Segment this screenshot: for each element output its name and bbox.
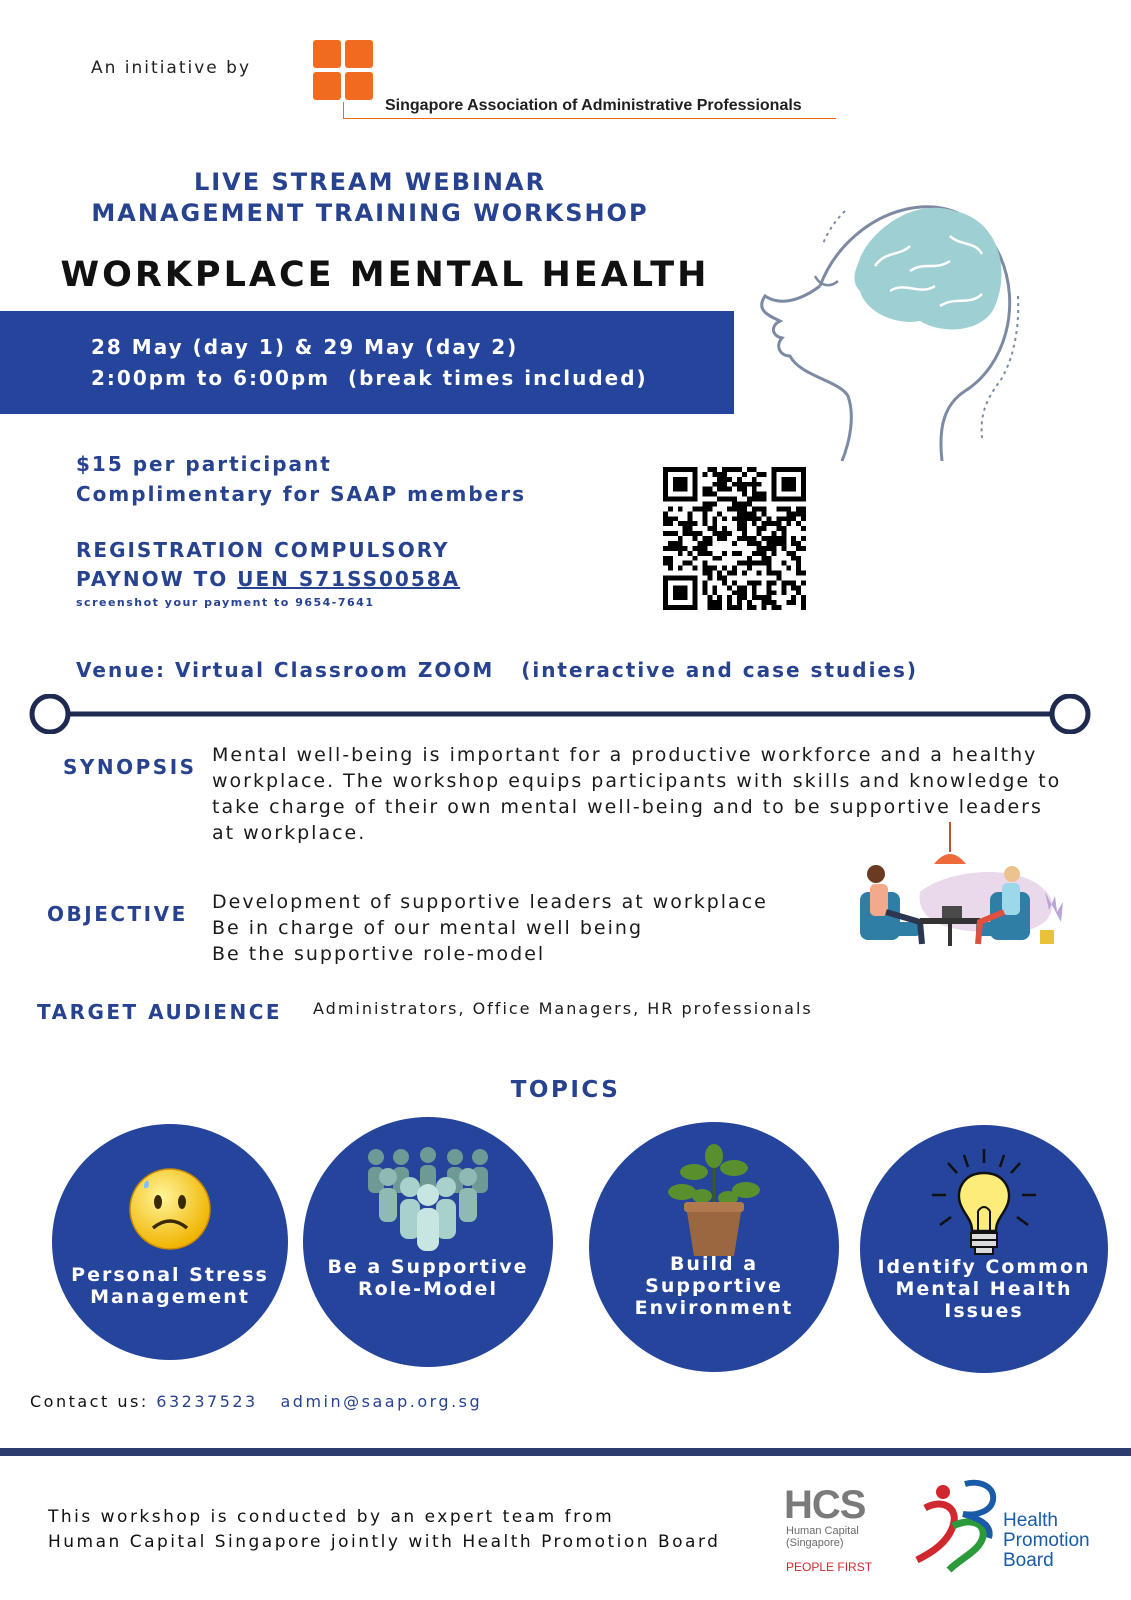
objective-item: Development of supportive leaders at workplace — [212, 891, 768, 913]
objective-list — [212, 889, 768, 967]
hcs-name — [786, 1525, 859, 1549]
topic-label-line: Supportive — [645, 1275, 783, 1297]
hpb-name-line: Promotion — [1003, 1530, 1090, 1551]
paynow-uen-link[interactable]: UEN S71SS0058A — [237, 567, 461, 591]
topic-stress-management — [52, 1124, 288, 1360]
target-audience-label: TARGET AUDIENCE — [37, 1000, 283, 1024]
lightbulb-icon — [924, 1145, 1044, 1265]
topic-label-line: Role-Model — [358, 1278, 498, 1300]
topic-supportive-role-model — [303, 1117, 553, 1367]
saap-logo-icon — [313, 40, 375, 102]
topic-label-line: Build a — [669, 1253, 759, 1275]
target-audience-text: Administrators, Office Managers, HR professionals — [313, 999, 813, 1018]
event-dates: 28 May (day 1) & 29 May (day 2) — [91, 335, 519, 359]
hpb-name-line: Board — [1003, 1550, 1054, 1571]
counseling-illustration-icon — [860, 822, 1080, 967]
title-live-stream: LIVE STREAM WEBINAR — [193, 168, 547, 196]
topic-label — [303, 1256, 553, 1300]
paynow-prefix: PAYNOW TO — [76, 567, 238, 591]
hpb-logo-icon — [913, 1478, 1005, 1576]
hcs-logo: HCS — [784, 1483, 866, 1527]
brain-head-icon — [760, 176, 1040, 466]
topic-label-line: Be a Supportive — [327, 1256, 529, 1278]
topics-title: TOPICS — [510, 1077, 621, 1103]
complimentary-note: Complimentary for SAAP members — [76, 482, 526, 506]
objective-label: OBJECTIVE — [47, 902, 188, 926]
hcs-tagline: PEOPLE FIRST — [786, 1560, 873, 1574]
hcs-name-line: Human Capital — [786, 1525, 859, 1537]
contact-phone[interactable]: 63237523 — [156, 1392, 258, 1411]
objective-item: Be in charge of our mental well being — [212, 917, 644, 939]
topic-mental-health-issues — [860, 1125, 1108, 1373]
contact-line — [30, 1392, 482, 1411]
synopsis-text: Mental well-being is important for a productive workforce and a healthy workplace. The workshop equips participants with skills and knowledge to take charge of their own mental well-being and to be supportive leaders at workplace. — [212, 744, 1062, 844]
contact-email[interactable]: admin@saap.org.sg — [280, 1392, 483, 1411]
qr-code-icon[interactable] — [663, 467, 806, 610]
contact-label: Contact us: — [30, 1392, 157, 1411]
logo-divider — [343, 102, 344, 118]
org-name: Singapore Association of Administrative Professionals — [385, 97, 802, 114]
event-time: 2:00pm to 6:00pm (break times included) — [91, 366, 648, 390]
topic-label-line: Issues — [944, 1300, 1024, 1322]
section-divider — [28, 694, 1092, 734]
potted-plant-icon — [664, 1144, 764, 1260]
paynow-line — [76, 567, 460, 591]
topic-label-line: Management — [90, 1286, 250, 1308]
topic-label — [860, 1256, 1108, 1322]
footer-text-line: Human Capital Singapore jointly with Health Promotion Board — [48, 1532, 721, 1552]
price: $15 per participant — [76, 452, 332, 476]
date-banner — [0, 311, 734, 414]
hcs-name-line: (Singapore) — [786, 1537, 844, 1549]
footer-text-line: This workshop is conducted by an expert team from — [48, 1507, 615, 1527]
topic-label-line: Mental Health — [895, 1278, 1073, 1300]
topic-label — [589, 1253, 839, 1319]
page-title: WORKPLACE MENTAL HEALTH — [60, 255, 710, 295]
venue: Venue: Virtual Classroom ZOOM (interactive and case studies) — [76, 658, 919, 682]
footer-divider — [0, 1448, 1131, 1456]
topic-supportive-environment — [589, 1122, 839, 1372]
hpb-name-line: Health — [1003, 1510, 1058, 1531]
topic-label-line: Identify Common — [877, 1256, 1091, 1278]
objective-item: Be the supportive role-model — [212, 943, 546, 965]
logo-underline — [343, 118, 836, 119]
sad-face-icon — [127, 1166, 213, 1252]
synopsis-label: SYNOPSIS — [63, 755, 197, 779]
registration-note: REGISTRATION COMPULSORY — [76, 538, 450, 562]
topic-label-line: Environment — [634, 1297, 794, 1319]
initiative-label: An initiative by — [91, 58, 251, 78]
hpb-name — [1003, 1511, 1090, 1571]
topic-label-line: Personal Stress — [71, 1264, 269, 1286]
screenshot-note: screenshot your payment to 9654-7641 — [76, 596, 375, 609]
topic-label — [52, 1264, 288, 1308]
people-group-icon — [366, 1147, 490, 1251]
title-management: MANAGEMENT TRAINING WORKSHOP — [91, 199, 649, 227]
